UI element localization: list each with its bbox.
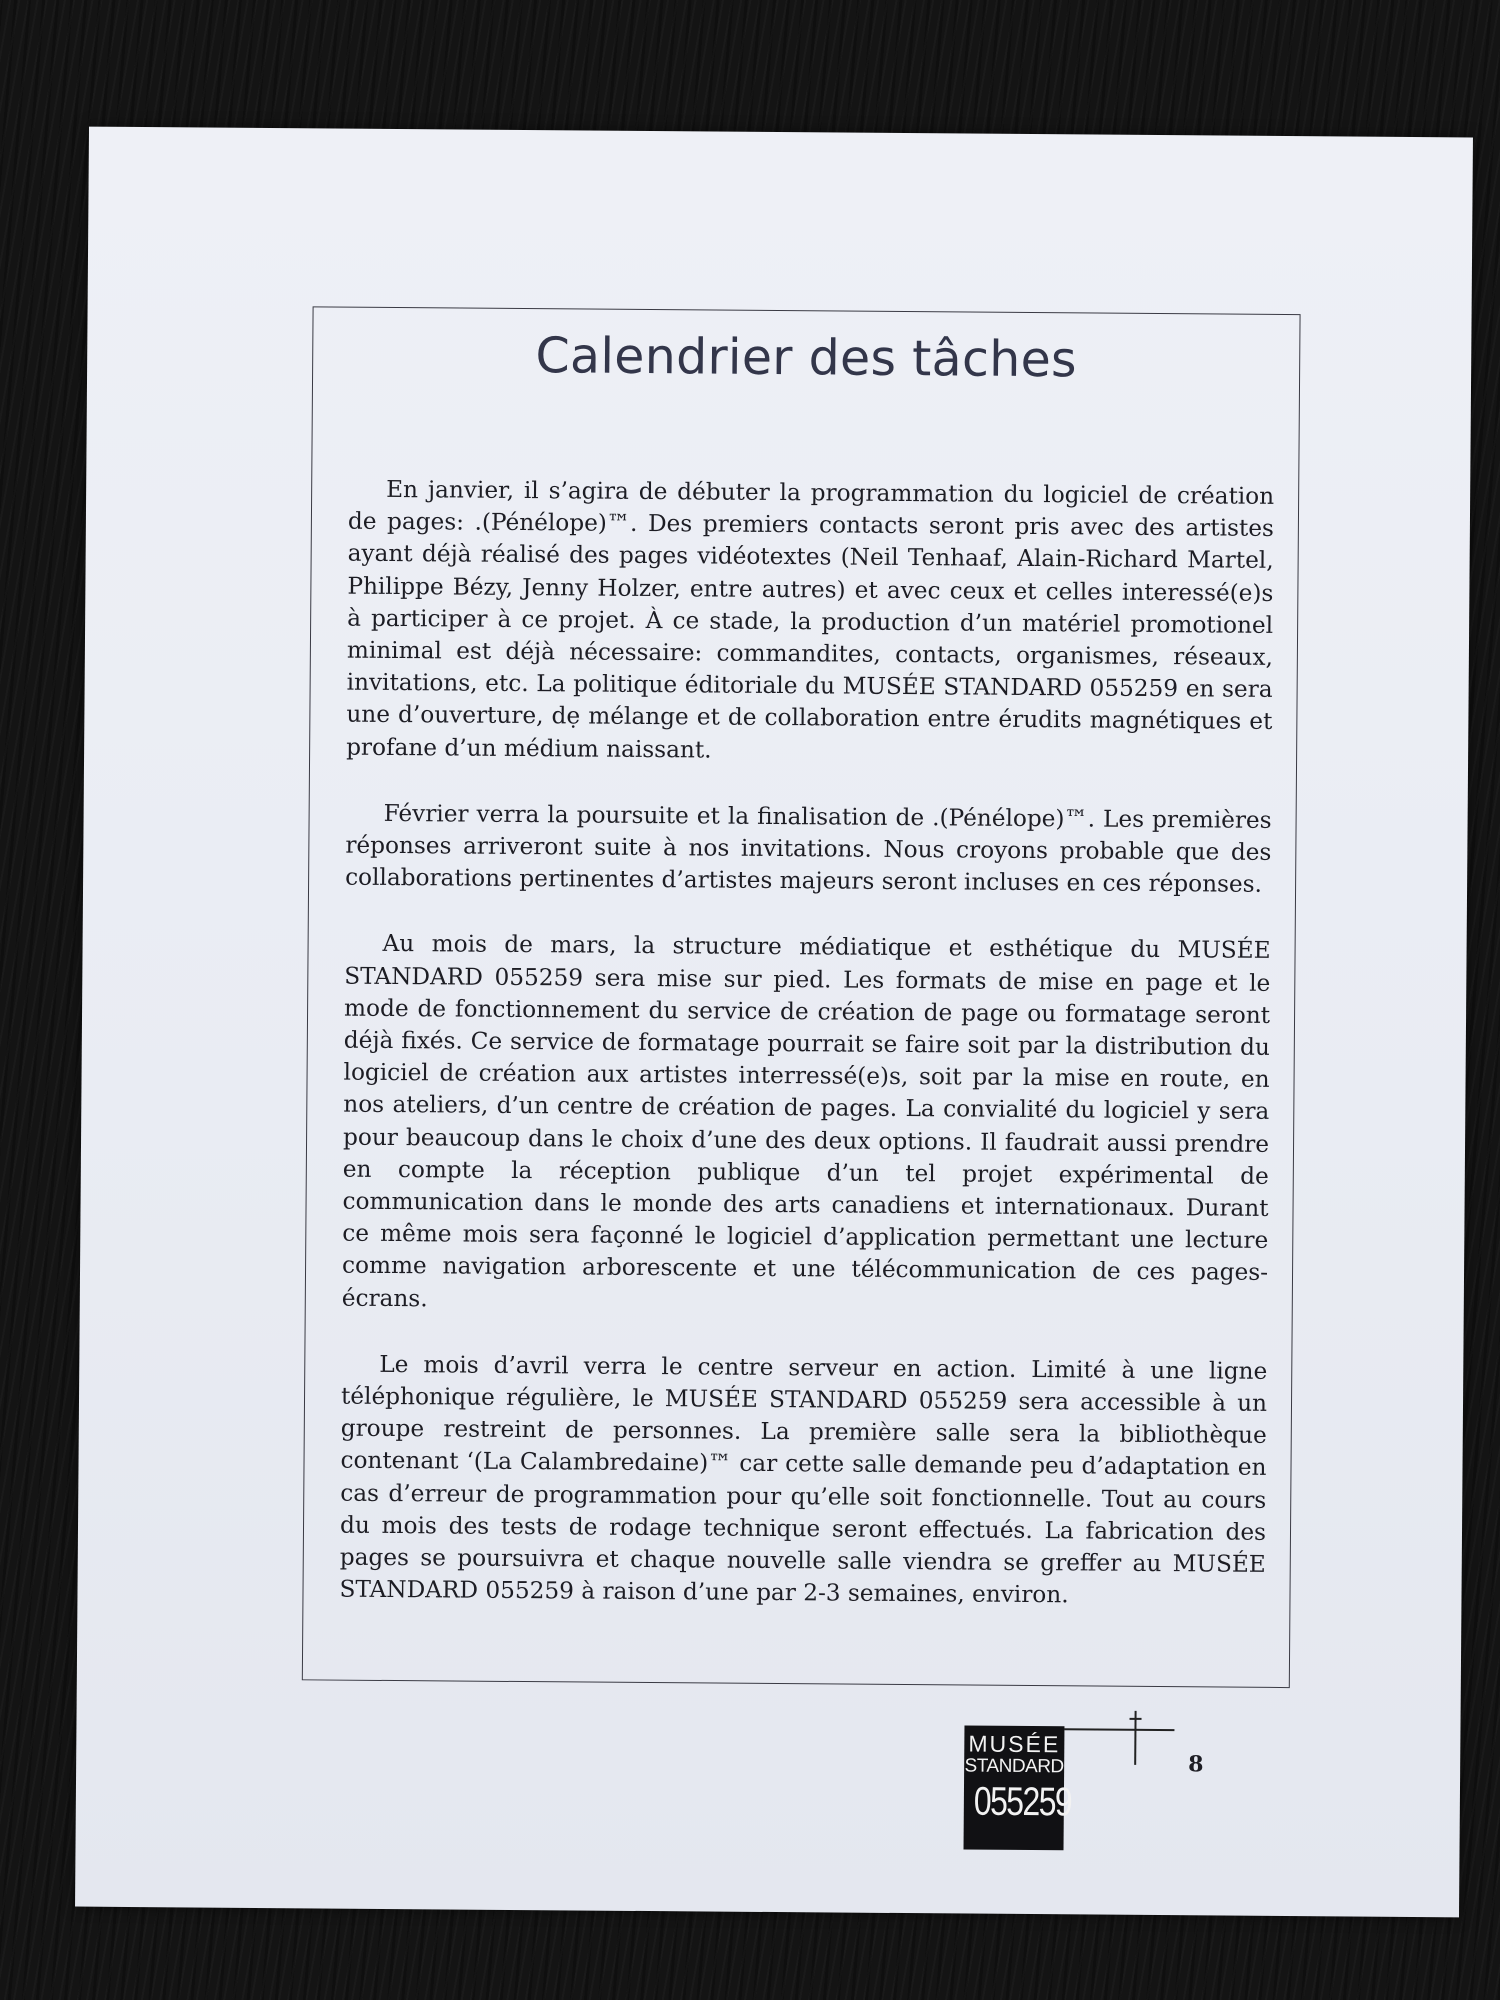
cross-horizontal-line (1064, 1728, 1174, 1731)
cross-tick (1130, 1718, 1142, 1720)
logo-line-musee: MUSÉE (968, 1730, 1061, 1758)
paragraph-fevrier: Février verra la poursuite et la finalisation de .(Pénélope)™. Les premières réponses arriveront suite à nos invitations. Nous croyons probable que des collaborations pertinentes d’artistes majeurs seront incluses en ces réponses. (345, 799, 1272, 899)
page-number: 8 (1188, 1751, 1204, 1778)
text-frame (302, 306, 1301, 1688)
paragraph-mars: Au mois de mars, la structure médiatique et esthétique du MUSÉE STANDARD 055259 sera mise sur pied. Les formats de mise en page et le mode de fonctionnement du service de création de page ou formatage seront déjà fixés. Ce service de formatage pourrait se faire soit par la distribution du logiciel de création aux artistes interressé(e)s, soit par la mise en route, en nos ateliers, d’un centre de création de pages. La convialité du logiciel y sera pour beaucoup dans le choix d’une des deux options. Il faudrait aussi prendre en compte la réception publique d’un tel projet expérimental de communication dans le monde des arts canadiens et internationaux. Durant ce même mois sera façonné le logiciel d’application permettant une lecture comme navigation arborescente et une télécommunication de ces pages-écrans. (341, 930, 1271, 1312)
musee-standard-logo (964, 1726, 1072, 1851)
page-title: Calendrier des tâches (535, 327, 1078, 389)
logo-line-standard: STANDARD (964, 1755, 1064, 1778)
logo-line-number: 055259 (973, 1779, 1072, 1825)
body-text (339, 474, 1274, 1648)
paper-sheet (75, 127, 1473, 1918)
paragraph-avril: Le mois d’avril verra le centre serveur en action. Limité à une ligne téléphonique régulière, le MUSÉE STANDARD 055259 sera accessible à un groupe restreint de personnes. La première salle sera la bibliothèque contenant ‘(La Calambredaine)™ car cette salle demande peu d’adaptation en cas d’erreur de programmation pour qu’elle soit fonctionnelle. Tout au cours du mois des tests de rodage technique seront effectués. La fabrication des pages se poursuivra et chaque nouvelle salle viendra se greffer au MUSÉE STANDARD 055259 à raison d’une par 2-3 semaines, environ. (339, 1350, 1268, 1609)
paragraph-janvier: En janvier, il s’agira de débuter la programmation du logiciel de création de pages: .(Pénélope)™. Des premiers contacts seront pris avec des artistes ayant déjà réalisé des pages vidéotextes (Neil Tenhaaf, Alain-Richard Martel, Philippe Bézy, Jenny Holzer, entre autres) et avec ceux et celles interessé(e)s à participer à ce projet. À ce stade, la production d’un matériel promotionel minimal est déjà nécessaire: commandites, contacts, organismes, réseaux, invitations, etc. La politique éditoriale du MUSÉE STANDARD 055259 en sera une d’ouverture, dẹ mélange et de collaboration entre érudits magnétiques et profane d’un médium naissant. (346, 475, 1275, 764)
cross-mark-icon (1064, 1710, 1174, 1765)
